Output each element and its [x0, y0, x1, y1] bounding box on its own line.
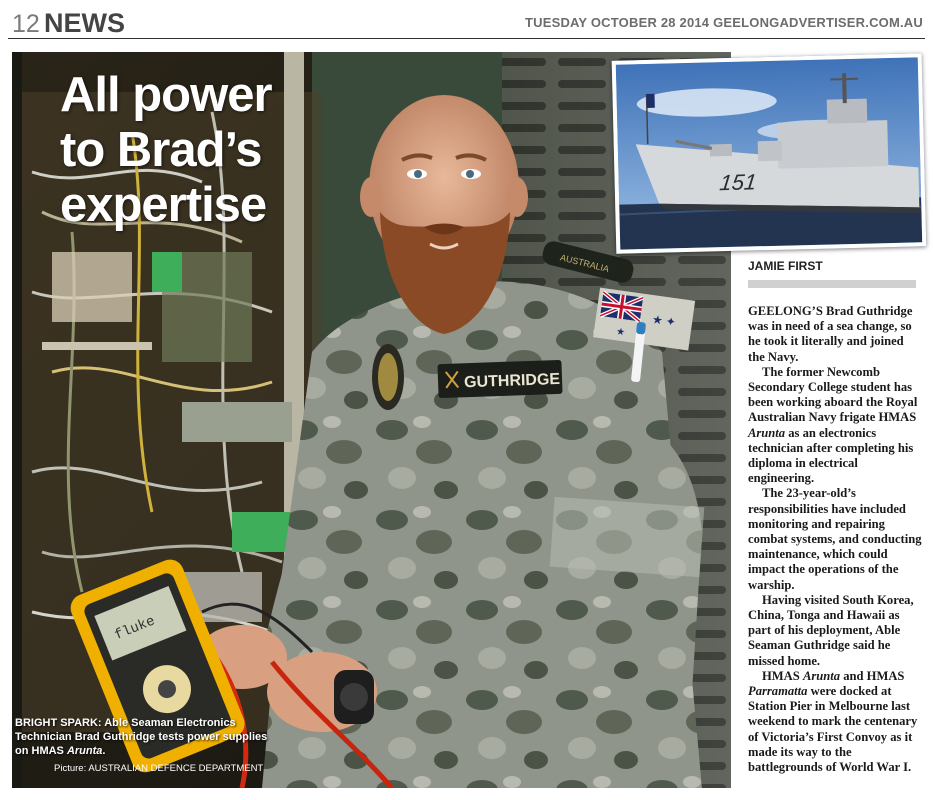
masthead	[8, 8, 925, 39]
svg-text:★ ✦: ★ ✦	[651, 312, 677, 330]
name-tape	[437, 360, 562, 398]
section-title: NEWS	[44, 8, 125, 38]
headline-line-2: to Brad’s	[60, 123, 262, 177]
hull-number: 151	[718, 169, 758, 196]
photo-credit	[54, 763, 263, 774]
photo-caption: BRIGHT SPARK: Able Seaman Electronics Technician Brad Guthridge tests power supplies on HMAS Arunta.	[15, 717, 268, 757]
shoulder-title: AUSTRALIA	[559, 252, 611, 275]
ship-inset-photo	[612, 53, 927, 254]
caption-text: Able Seaman Electronics Technician Brad Guthridge tests power supplies on HMAS	[15, 717, 268, 757]
byline: JAMIE FIRST	[748, 259, 823, 273]
credit-source: AUSTRALIAN DEFENCE DEPARTMENT	[88, 763, 264, 774]
caption-lead: BRIGHT SPARK:	[15, 717, 102, 729]
article-paragraph: GEELONG’S Brad Guthridge was in need of a sea change, so he took it literally and joined the Navy.	[748, 304, 913, 364]
date: TUESDAY OCTOBER 28 2014	[524, 15, 710, 30]
headline-line-1: All power	[60, 68, 272, 122]
article-body	[748, 304, 923, 775]
byline-rule	[748, 280, 916, 288]
svg-text:★: ★	[615, 326, 626, 339]
dateline	[525, 15, 923, 30]
svg-text:fluke: fluke	[112, 613, 158, 644]
credit-label: Picture:	[54, 763, 87, 774]
caption-ship-name: Arunta	[66, 745, 103, 757]
headline	[60, 68, 272, 233]
article-paragraph: The 23-year-old’s responsibilities have included monitoring and repairing combat systems, and conducting maintenance, which could impact the operations of the warship.	[748, 486, 922, 592]
site-url: GEELONGADVERTISER.COM.AU	[713, 15, 923, 30]
article-paragraph: Having visited South Korea, China, Tonga and Hawaii as part of his deployment, Able Seaman Guthridge said he missed home.	[748, 592, 914, 668]
page-number: 12	[12, 10, 40, 38]
article-paragraph: HMAS Arunta and HMAS Parramatta were docked at Station Pier in Melbourne last weekend to mark the centenary of Victoria’s First Convoy as it made its way to the battlegrounds of World War I.	[748, 668, 918, 775]
svg-text:GUTHRIDGE: GUTHRIDGE	[463, 370, 561, 392]
ship-illustration	[616, 57, 922, 249]
headline-line-3: expertise	[60, 178, 267, 232]
article-paragraph: The former Newcomb Secondary College student has been working aboard the Royal Australian Navy frigate HMAS Arunta as an electronics technician after completing his diploma in electrical engineering.	[748, 364, 918, 486]
